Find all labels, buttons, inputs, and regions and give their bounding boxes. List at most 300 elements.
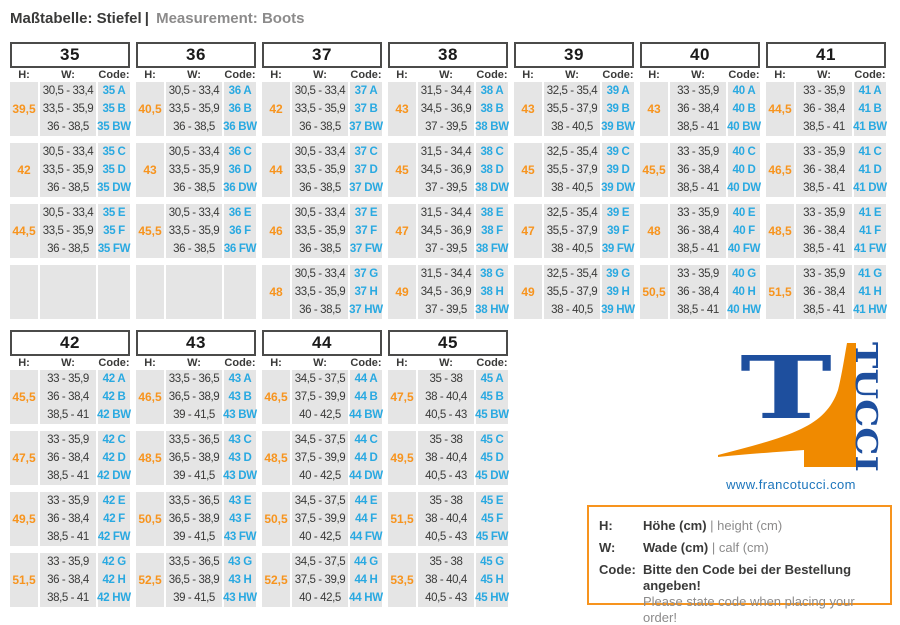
w-range-cell: 36 - 38,5 — [292, 118, 348, 136]
legend-row — [599, 540, 890, 556]
w-range-cell: 30,5 - 33,4 — [292, 204, 348, 222]
w-range-cell: 34,5 - 36,9 — [418, 100, 474, 118]
w-range-cell: 36 - 38,4 — [670, 283, 726, 301]
measure-group — [262, 204, 382, 258]
w-range-cell: 33,5 - 36,5 — [166, 431, 222, 449]
w-range-cell: 31,5 - 34,4 — [418, 204, 474, 222]
w-range-cell: 33,5 - 36,5 — [166, 553, 222, 571]
code-cell: 44 FW — [350, 528, 382, 546]
code-cell: 39 HW — [602, 301, 634, 319]
w-range-cell: 33,5 - 35,9 — [292, 100, 348, 118]
code-column-label: Code: — [350, 357, 382, 369]
h-value-cell: 45 — [514, 143, 542, 197]
column-headers — [514, 68, 634, 82]
column-headers — [262, 356, 382, 370]
w-range-cell: 36 - 38,4 — [796, 283, 852, 301]
measure-group — [136, 553, 256, 607]
code-cell: 37 BW — [350, 118, 382, 136]
h-value-cell: 51,5 — [388, 492, 416, 546]
code-cell: 40 G — [728, 265, 760, 283]
code-cell: 45 G — [476, 553, 508, 571]
code-cell: 44 H — [350, 571, 382, 589]
column-headers — [10, 356, 130, 370]
w-range-cell: 34,5 - 37,5 — [292, 553, 348, 571]
code-cell: 45 HW — [476, 589, 508, 607]
code-cell: 36 E — [224, 204, 256, 222]
h-value-cell: 43 — [136, 143, 164, 197]
h-value-cell: 47,5 — [10, 431, 38, 485]
w-range-cell: 31,5 - 34,4 — [418, 82, 474, 100]
w-range-cell: 36 - 38,4 — [796, 161, 852, 179]
h-value-cell: 43 — [640, 82, 668, 136]
h-column-label: H: — [396, 69, 408, 81]
code-cell: 39 B — [602, 100, 634, 118]
w-column-label: W: — [61, 69, 75, 81]
code-cell: 45 D — [476, 449, 508, 467]
code-cell: 44 A — [350, 370, 382, 388]
w-range-cell: 38 - 40,5 — [544, 179, 600, 197]
website-link[interactable]: www.francotucci.com — [726, 477, 856, 492]
code-cell: 39 E — [602, 204, 634, 222]
code-cell: 45 B — [476, 388, 508, 406]
code-cell: 36 FW — [224, 240, 256, 258]
code-cell: 38 E — [476, 204, 508, 222]
measure-group — [514, 204, 634, 258]
legend-text-german: Wade (cm) — [643, 540, 709, 555]
code-cell: 36 B — [224, 100, 256, 118]
h-column-label: H: — [18, 69, 30, 81]
measure-group — [10, 370, 130, 424]
h-value-cell: 43 — [388, 82, 416, 136]
code-cell: 43 BW — [224, 406, 256, 424]
code-column-label: Code: — [728, 69, 760, 81]
code-column-label: Code: — [98, 357, 130, 369]
code-cell: 35 A — [98, 82, 130, 100]
code-cell: 37 DW — [350, 179, 382, 197]
column-headers — [388, 356, 508, 370]
code-cell: 45 A — [476, 370, 508, 388]
code-cell: 43 D — [224, 449, 256, 467]
h-value-cell: 45,5 — [136, 204, 164, 258]
code-column-label: Code: — [602, 69, 634, 81]
h-value-cell: 48 — [262, 265, 290, 319]
code-cell: 45 H — [476, 571, 508, 589]
size-block-44 — [262, 330, 382, 614]
code-cell: 42 A — [98, 370, 130, 388]
measure-group — [10, 143, 130, 197]
w-range-cell: 36 - 38,5 — [166, 179, 222, 197]
h-value-cell: 46 — [262, 204, 290, 258]
size-header: 35 — [10, 42, 130, 68]
measure-group — [10, 265, 130, 319]
w-range-cell: 33,5 - 35,9 — [166, 161, 222, 179]
w-range-cell: 33 - 35,9 — [40, 492, 96, 510]
w-range-cell: 37 - 39,5 — [418, 301, 474, 319]
measure-group — [10, 204, 130, 258]
w-range-cell: 35,5 - 37,9 — [544, 222, 600, 240]
h-value-cell: 48 — [640, 204, 668, 258]
w-range-cell: 40,5 - 43 — [418, 406, 474, 424]
title-english: Measurement: Boots — [156, 10, 305, 27]
measure-group — [514, 82, 634, 136]
size-header: 43 — [136, 330, 256, 356]
logo-letter-t: T — [740, 338, 832, 439]
w-range-cell: 32,5 - 35,4 — [544, 82, 600, 100]
size-block-37 — [262, 42, 382, 326]
w-range-cell: 35 - 38 — [418, 431, 474, 449]
measure-group — [388, 553, 508, 607]
w-range-cell: 32,5 - 35,4 — [544, 143, 600, 161]
code-cell: 38 H — [476, 283, 508, 301]
code-cell: 40 BW — [728, 118, 760, 136]
h-value-cell: 49,5 — [10, 492, 38, 546]
h-value-cell: 43 — [514, 82, 542, 136]
h-column-label: H: — [396, 357, 408, 369]
w-range-cell: 30,5 - 33,4 — [166, 82, 222, 100]
code-cell: 37 G — [350, 265, 382, 283]
code-cell: 37 HW — [350, 301, 382, 319]
code-cell: 41 DW — [854, 179, 886, 197]
code-cell: 39 F — [602, 222, 634, 240]
measure-group — [640, 265, 760, 319]
h-value-cell: 45 — [388, 143, 416, 197]
code-cell: 43 F — [224, 510, 256, 528]
size-block-45 — [388, 330, 508, 614]
h-value-cell: 40,5 — [136, 82, 164, 136]
w-range-cell: 38,5 - 41 — [796, 118, 852, 136]
h-column-label: H: — [144, 69, 156, 81]
size-header: 39 — [514, 42, 634, 68]
measure-group — [640, 204, 760, 258]
code-cell: 44 B — [350, 388, 382, 406]
h-value-cell: 50,5 — [640, 265, 668, 319]
w-range-cell: 33 - 35,9 — [796, 204, 852, 222]
code-cell: 45 FW — [476, 528, 508, 546]
w-column-label: W: — [691, 69, 705, 81]
code-cell: 38 BW — [476, 118, 508, 136]
h-value-cell — [136, 265, 164, 319]
w-range-cell: 38,5 - 41 — [796, 179, 852, 197]
w-range-cell: 30,5 - 33,4 — [292, 143, 348, 161]
w-range-cell: 34,5 - 36,9 — [418, 222, 474, 240]
code-cell: 35 BW — [98, 118, 130, 136]
w-range-cell: 36 - 38,4 — [670, 100, 726, 118]
w-range-cell: 40,5 - 43 — [418, 528, 474, 546]
w-range-cell: 36 - 38,5 — [166, 240, 222, 258]
code-cell — [98, 265, 130, 283]
w-range-cell: 33,5 - 35,9 — [40, 161, 96, 179]
code-cell: 40 C — [728, 143, 760, 161]
code-cell: 40 E — [728, 204, 760, 222]
w-range-cell: 38 - 40,4 — [418, 388, 474, 406]
code-cell: 41 G — [854, 265, 886, 283]
h-column-label: H: — [774, 69, 786, 81]
w-range-cell: 40,5 - 43 — [418, 467, 474, 485]
w-range-cell: 36 - 38,5 — [166, 118, 222, 136]
w-range-cell: 38,5 - 41 — [670, 118, 726, 136]
code-cell — [98, 283, 130, 301]
w-range-cell: 30,5 - 33,4 — [40, 143, 96, 161]
w-range-cell: 36,5 - 38,9 — [166, 449, 222, 467]
h-value-cell — [10, 265, 38, 319]
legend-text-english: Please state code when placing your order! — [643, 594, 855, 625]
code-cell: 39 DW — [602, 179, 634, 197]
logo-graphic — [716, 336, 894, 476]
w-range-cell: 36 - 38,5 — [292, 179, 348, 197]
measure-group — [136, 265, 256, 319]
w-range-cell: 36 - 38,5 — [40, 179, 96, 197]
w-range-cell: 39 - 41,5 — [166, 589, 222, 607]
code-cell: 40 A — [728, 82, 760, 100]
w-range-cell: 37,5 - 39,9 — [292, 510, 348, 528]
measure-group — [640, 82, 760, 136]
code-cell: 42 G — [98, 553, 130, 571]
code-cell — [224, 283, 256, 301]
w-range-cell: 32,5 - 35,4 — [544, 204, 600, 222]
code-cell: 37 D — [350, 161, 382, 179]
code-cell: 42 FW — [98, 528, 130, 546]
size-header: 45 — [388, 330, 508, 356]
w-range-cell: 38,5 - 41 — [796, 301, 852, 319]
h-column-label: H: — [144, 357, 156, 369]
w-range-cell: 36 - 38,4 — [40, 388, 96, 406]
w-range-cell — [40, 265, 96, 283]
w-column-label: W: — [817, 69, 831, 81]
w-range-cell: 40 - 42,5 — [292, 467, 348, 485]
w-range-cell: 38 - 40,4 — [418, 571, 474, 589]
code-cell: 39 G — [602, 265, 634, 283]
w-range-cell: 37 - 39,5 — [418, 179, 474, 197]
h-value-cell: 48,5 — [262, 431, 290, 485]
measure-group — [136, 431, 256, 485]
w-range-cell: 35,5 - 37,9 — [544, 283, 600, 301]
h-value-cell: 47,5 — [388, 370, 416, 424]
code-column-label: Code: — [854, 69, 886, 81]
w-range-cell: 30,5 - 33,4 — [166, 204, 222, 222]
code-cell: 37 H — [350, 283, 382, 301]
code-cell: 38 B — [476, 100, 508, 118]
measure-group — [262, 492, 382, 546]
page-title — [10, 10, 304, 27]
legend-value — [643, 540, 769, 556]
h-column-label: H: — [648, 69, 660, 81]
w-range-cell: 35 - 38 — [418, 370, 474, 388]
code-cell: 35 E — [98, 204, 130, 222]
measure-group — [136, 370, 256, 424]
code-cell: 37 A — [350, 82, 382, 100]
w-range-cell — [166, 301, 222, 319]
w-range-cell: 33,5 - 35,9 — [40, 222, 96, 240]
measure-group — [514, 143, 634, 197]
h-value-cell: 51,5 — [10, 553, 38, 607]
w-range-cell: 37 - 39,5 — [418, 240, 474, 258]
w-range-cell: 33 - 35,9 — [670, 265, 726, 283]
code-cell: 40 H — [728, 283, 760, 301]
w-column-label: W: — [61, 357, 75, 369]
h-value-cell: 49,5 — [388, 431, 416, 485]
code-cell: 40 HW — [728, 301, 760, 319]
code-cell: 39 BW — [602, 118, 634, 136]
code-cell: 38 HW — [476, 301, 508, 319]
brand-logo — [716, 336, 894, 492]
h-value-cell: 50,5 — [136, 492, 164, 546]
code-cell: 38 A — [476, 82, 508, 100]
code-cell: 38 D — [476, 161, 508, 179]
code-cell: 37 C — [350, 143, 382, 161]
code-cell: 41 F — [854, 222, 886, 240]
w-range-cell: 34,5 - 37,5 — [292, 492, 348, 510]
legend-row — [599, 518, 890, 534]
legend-value — [643, 562, 890, 625]
size-table-row-2 — [10, 330, 508, 614]
code-cell: 45 BW — [476, 406, 508, 424]
w-range-cell: 33 - 35,9 — [670, 82, 726, 100]
code-cell: 38 DW — [476, 179, 508, 197]
code-cell: 35 F — [98, 222, 130, 240]
w-range-cell: 36 - 38,4 — [40, 449, 96, 467]
measure-group — [388, 431, 508, 485]
code-cell: 44 D — [350, 449, 382, 467]
code-cell: 43 C — [224, 431, 256, 449]
code-cell: 44 BW — [350, 406, 382, 424]
w-column-label: W: — [565, 69, 579, 81]
size-header: 42 — [10, 330, 130, 356]
w-range-cell: 35,5 - 37,9 — [544, 100, 600, 118]
h-value-cell: 51,5 — [766, 265, 794, 319]
h-value-cell: 49 — [388, 265, 416, 319]
w-range-cell: 39 - 41,5 — [166, 467, 222, 485]
measure-group — [388, 492, 508, 546]
measure-group — [10, 82, 130, 136]
w-range-cell: 36 - 38,4 — [40, 510, 96, 528]
w-range-cell: 39 - 41,5 — [166, 528, 222, 546]
w-range-cell — [166, 283, 222, 301]
w-range-cell: 38 - 40,5 — [544, 301, 600, 319]
w-range-cell: 33,5 - 36,5 — [166, 370, 222, 388]
code-cell: 41 C — [854, 143, 886, 161]
h-value-cell: 46,5 — [766, 143, 794, 197]
code-cell: 39 C — [602, 143, 634, 161]
code-cell: 44 C — [350, 431, 382, 449]
code-cell: 38 G — [476, 265, 508, 283]
size-header: 44 — [262, 330, 382, 356]
code-cell: 35 FW — [98, 240, 130, 258]
w-range-cell: 33,5 - 35,9 — [292, 283, 348, 301]
h-value-cell: 47 — [514, 204, 542, 258]
w-range-cell: 36 - 38,4 — [796, 100, 852, 118]
h-value-cell: 50,5 — [262, 492, 290, 546]
w-range-cell: 36 - 38,4 — [670, 161, 726, 179]
w-range-cell: 38,5 - 41 — [796, 240, 852, 258]
w-range-cell: 38 - 40,4 — [418, 449, 474, 467]
code-cell: 41 B — [854, 100, 886, 118]
column-headers — [640, 68, 760, 82]
code-cell: 42 F — [98, 510, 130, 528]
w-range-cell: 35 - 38 — [418, 492, 474, 510]
w-range-cell: 37 - 39,5 — [418, 118, 474, 136]
column-headers — [388, 68, 508, 82]
code-cell: 42 E — [98, 492, 130, 510]
w-column-label: W: — [313, 357, 327, 369]
w-range-cell: 36 - 38,4 — [670, 222, 726, 240]
code-cell: 36 DW — [224, 179, 256, 197]
w-column-label: W: — [187, 69, 201, 81]
legend-separator: | — [708, 540, 719, 555]
w-range-cell: 33,5 - 35,9 — [292, 222, 348, 240]
size-block-40 — [640, 42, 760, 326]
code-cell: 45 C — [476, 431, 508, 449]
w-range-cell: 35 - 38 — [418, 553, 474, 571]
h-value-cell: 42 — [262, 82, 290, 136]
code-cell: 44 G — [350, 553, 382, 571]
code-cell: 37 FW — [350, 240, 382, 258]
code-cell: 43 H — [224, 571, 256, 589]
w-range-cell: 38,5 - 41 — [40, 406, 96, 424]
h-value-cell: 46,5 — [262, 370, 290, 424]
size-header: 36 — [136, 42, 256, 68]
code-cell: 35 DW — [98, 179, 130, 197]
measure-group — [136, 143, 256, 197]
size-block-38 — [388, 42, 508, 326]
code-cell: 43 B — [224, 388, 256, 406]
code-cell: 35 D — [98, 161, 130, 179]
w-range-cell: 38,5 - 41 — [40, 528, 96, 546]
w-range-cell: 33,5 - 36,5 — [166, 492, 222, 510]
w-column-label: W: — [439, 69, 453, 81]
code-cell: 41 FW — [854, 240, 886, 258]
code-cell: 41 D — [854, 161, 886, 179]
code-cell: 36 D — [224, 161, 256, 179]
code-cell: 43 DW — [224, 467, 256, 485]
code-cell: 41 E — [854, 204, 886, 222]
code-column-label: Code: — [98, 69, 130, 81]
title-german: Maßtabelle: Stiefel — [10, 10, 142, 27]
code-cell: 40 F — [728, 222, 760, 240]
measure-group — [10, 553, 130, 607]
h-value-cell: 44,5 — [766, 82, 794, 136]
w-range-cell: 36 - 38,5 — [40, 240, 96, 258]
legend-text-english: calf (cm) — [718, 540, 769, 555]
legend-separator: | — [706, 518, 718, 533]
measure-group — [10, 492, 130, 546]
legend-label: W: — [599, 540, 616, 555]
measure-group — [262, 431, 382, 485]
measure-group — [262, 553, 382, 607]
measure-group — [388, 204, 508, 258]
code-cell: 42 B — [98, 388, 130, 406]
legend-label: Code: — [599, 562, 636, 577]
h-value-cell: 52,5 — [136, 553, 164, 607]
code-cell: 42 C — [98, 431, 130, 449]
w-range-cell: 30,5 - 33,4 — [292, 265, 348, 283]
logo-vertical-text: TUCCI — [848, 342, 883, 453]
measure-group — [136, 492, 256, 546]
measure-group — [10, 431, 130, 485]
w-range-cell — [40, 283, 96, 301]
code-cell: 40 B — [728, 100, 760, 118]
column-headers — [136, 356, 256, 370]
code-cell: 40 D — [728, 161, 760, 179]
code-cell: 42 H — [98, 571, 130, 589]
code-column-label: Code: — [476, 357, 508, 369]
w-range-cell: 36 - 38,5 — [40, 118, 96, 136]
code-cell: 41 HW — [854, 301, 886, 319]
h-column-label: H: — [270, 357, 282, 369]
code-cell: 43 FW — [224, 528, 256, 546]
h-value-cell: 48,5 — [766, 204, 794, 258]
w-range-cell: 33,5 - 35,9 — [166, 222, 222, 240]
legend-text-german: Bitte den Code bei der Bestellung angeben! — [643, 562, 852, 593]
